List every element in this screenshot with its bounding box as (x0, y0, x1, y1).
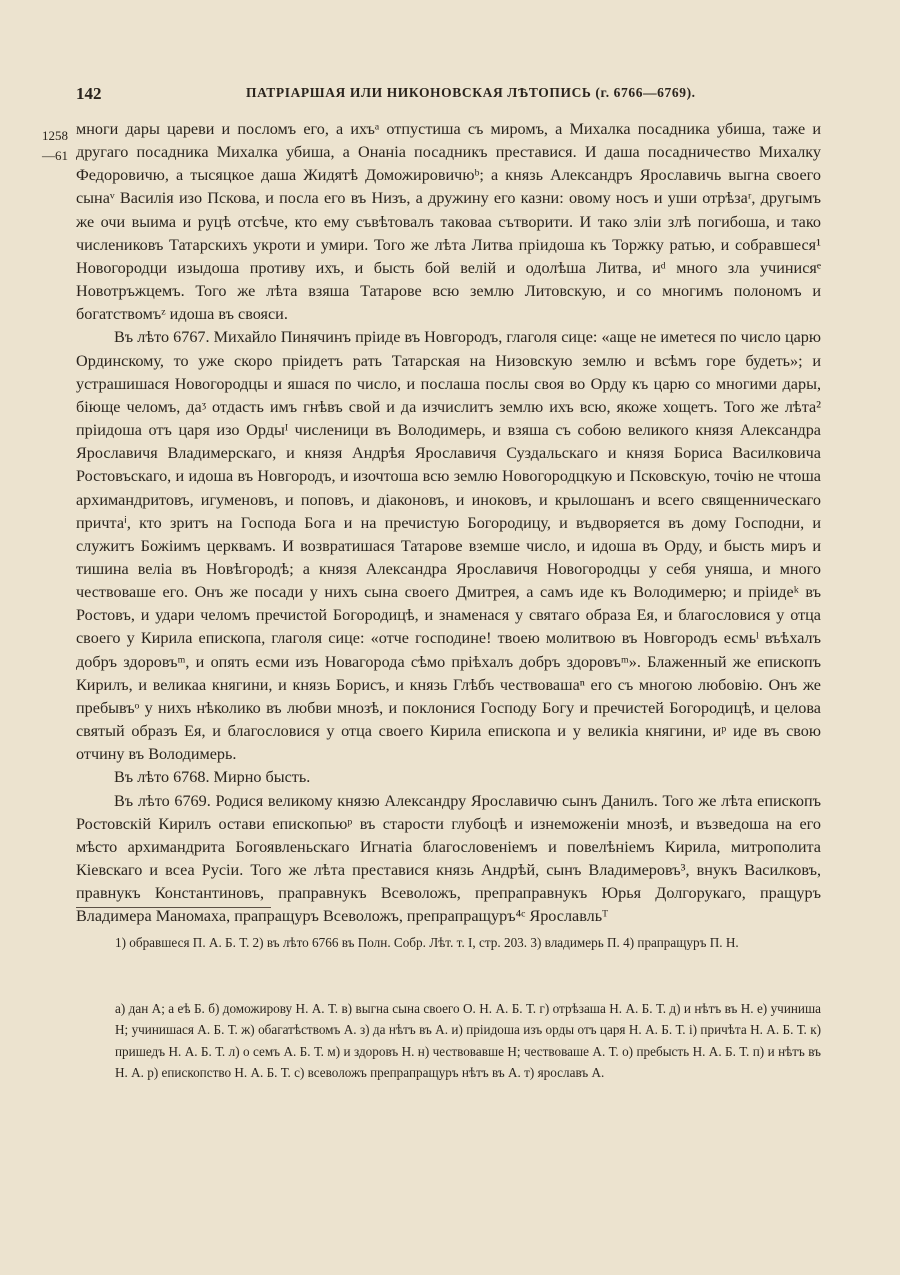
paragraph-6768: Въ лѣто 6768. Мирно бысть. (114, 768, 311, 787)
chronicle-text (76, 118, 821, 928)
paragraph-6769: Въ лѣто 6769. Родися великому князю Александру Ярославичю сынъ Данилъ. Того же лѣта епископъ Ростовскій Кирилъ остави епископьюᵖ въ старости глубоцѣ и изнеможеніи мнозѣ, и възведоша на его мѣсто архимандрита Богоявленьскаго Игнатіа благословеніемъ и повелѣніемъ Кирила, митрополита Кіевскаго и всеа Русіи. Того же лѣта преставися князь Андрѣй, сынъ Владимеровъ³, внукъ Василковъ, правнукъ Константиновъ, праправнукъ Всеволожъ, препраправнукъ Юрья Долгорукаго, пращуръ Владимера Маномаха, прапращуръ Всеволожъ, препрапращуръ⁴ᶜ Ярославльᵀ (76, 791, 821, 926)
margin-year-start: 1258 (42, 128, 68, 143)
paragraph-1258: многи дары цареви и посломъ его, а ихъᵃ отпустиша съ миромъ, а Михалка посадника убиша, таже и другаго посадника Михалка убиша, а Онаніа посадникъ преставися. И даша посадничество Михалку Федоровичю, а тысяцкое даша Жидятѣ Доможировичюᵇ; а князь Александръ Ярославичь выгна своего сынаᵛ Василія изо Пскова, и посла его въ Низъ, а дружину его казни: овому носъ и уши отрѣзаʳ, другымъ же очи выима и руцѣ отсѣче, кто ему съвѣтовалъ таковаа сътворити. И тако зліи злѣ погибоша, и тако числениковъ Татарскихъ укроти и умири. Того же лѣта Литва пріидоша къ Торжку ратью, и собравшеся¹ Новогородци изыдоша противу ихъ, и бысть бой велій и одолѣша Литва, иᵈ много зла учинисяᵉ Новотръжцемъ. Того же лѣта взяша Татарове всю землю Литовскую, и со многимъ полономъ и богатствомъᶻ идоша въ свояси. (76, 120, 821, 324)
footnote-divider (76, 907, 271, 908)
paragraph-6767: Въ лѣто 6767. Михайло Пинячинъ пріиде въ Новгородъ, глаголя сице: «аще не иметеся по число царю Ординскому, то уже скоро пріидетъ рать Татарская на Низовскую землю и всѣмъ горе будеть»; и устрашишася Новогородцы и яшася по число, и послаша послы своя во Орду къ царю со многими дары, біюще челомъ, даᶾ отдасть имъ гнѣвъ свой и да изчислитъ землю ихъ всю, якоже хощетъ. Того же лѣта² пріидоша отъ царя изо Ордыᴵ численици въ Володимерь, и взяша съ собою великого князя Александра Ярославичя Владимерскаго, и князя Андрѣя Ярославичя Суздальскаго и князя Бориса Василковича Ростовъскаго, и идоша въ Новгородъ, и изочтоша всю землю Новогородцкую и Псковскую, точію не чтоша архимандритовъ, игуменовъ, и поповъ, и діаконовъ, и иноковъ, и крылошанъ и всего священническаго причтаⁱ, кто зритъ на Господа Бога и на пречистую Богородицу, и въдворяется въ дому Господни, и служитъ Божіимъ церквамъ. И возвратишася Татарове вземше число, и идоша въ Орду, и бысть миръ и тишина веліа въ Новѣгородѣ; а князя Александра Ярославичя Новогородцы у себя уняша, и много чествоваше его. Онъ же посади у нихъ сына своего Дмитрея, а самъ иде къ Володимерю; и пріидеᵏ въ Ростовъ, и удари челомъ пречистой Богородицѣ, и знаменася у святаго образа Ея, и благословися у отца своего у Кирила епископа, глаголя сице: «отче господине! твоею молитвою въ Новгородъ есмьˡ въѣхалъ добръ здоровъᵐ, и опять есми изъ Новагорода сѣмо пріѣхалъ добръ здоровъᵐ». Блаженный же епископъ Кирилъ, и великаа княгини, и князь Борисъ, и князь Глѣбъ чествовашаⁿ его съ многою любовію. Онъ же пребывъᵒ у нихъ нѣколико въ любви мнозѣ, и поклонися Господу Богу и пречистей Богородицѣ, и целова святый образъ Ея, и благословися у отца своего Кирила епископа и у великіа княгини, иᵖ иде въ свою отчину въ Володимерь. (76, 328, 821, 764)
footnotes-text: 1) обравшеся П. А. Б. Т. 2) въ лѣто 6766 въ Полн. Собр. Лѣт. т. I, стр. 203. 3) владимерь П. 4) прапращуръ П. Н. (115, 935, 739, 950)
page-number: 142 (76, 84, 102, 103)
running-title: ПАТРІАРШАЯ ИЛИ НИКОНОВСКАЯ ЛѢТОПИСЬ (г. 6766—6769). (246, 85, 696, 100)
page-header (76, 84, 836, 106)
variant-readings (115, 998, 821, 1084)
numbered-footnotes (115, 932, 821, 953)
margin-years (42, 126, 78, 166)
variants-text: а) дан А; а еѣ Б. б) доможирову Н. А. Т. в) выгна сына своего О. Н. А. Б. Т. г) отрѣзаша Н. А. Б. Т. д) и нѣтъ въ Н. е) учиниша Н; учинишася А. Б. Т. ж) обагатѣствомъ А. з) да нѣтъ въ А. и) пріидоша изъ орды отъ царя Н. А. Б. Т. і) причѣта Н. А. Б. Т. к) пришедъ Н. А. Б. Т. л) о семъ А. Б. Т. м) и здоровъ Н. н) чествовавше Н; чествоваше А. Т. о) пребысть Н. А. Б. Т. п) и нѣтъ въ Н. А. р) епископство Н. А. Б. Т. с) всеволожъ препрапращуръ нѣтъ въ А. т) ярославъ А. (115, 1001, 821, 1081)
margin-year-end: —61 (42, 148, 68, 163)
